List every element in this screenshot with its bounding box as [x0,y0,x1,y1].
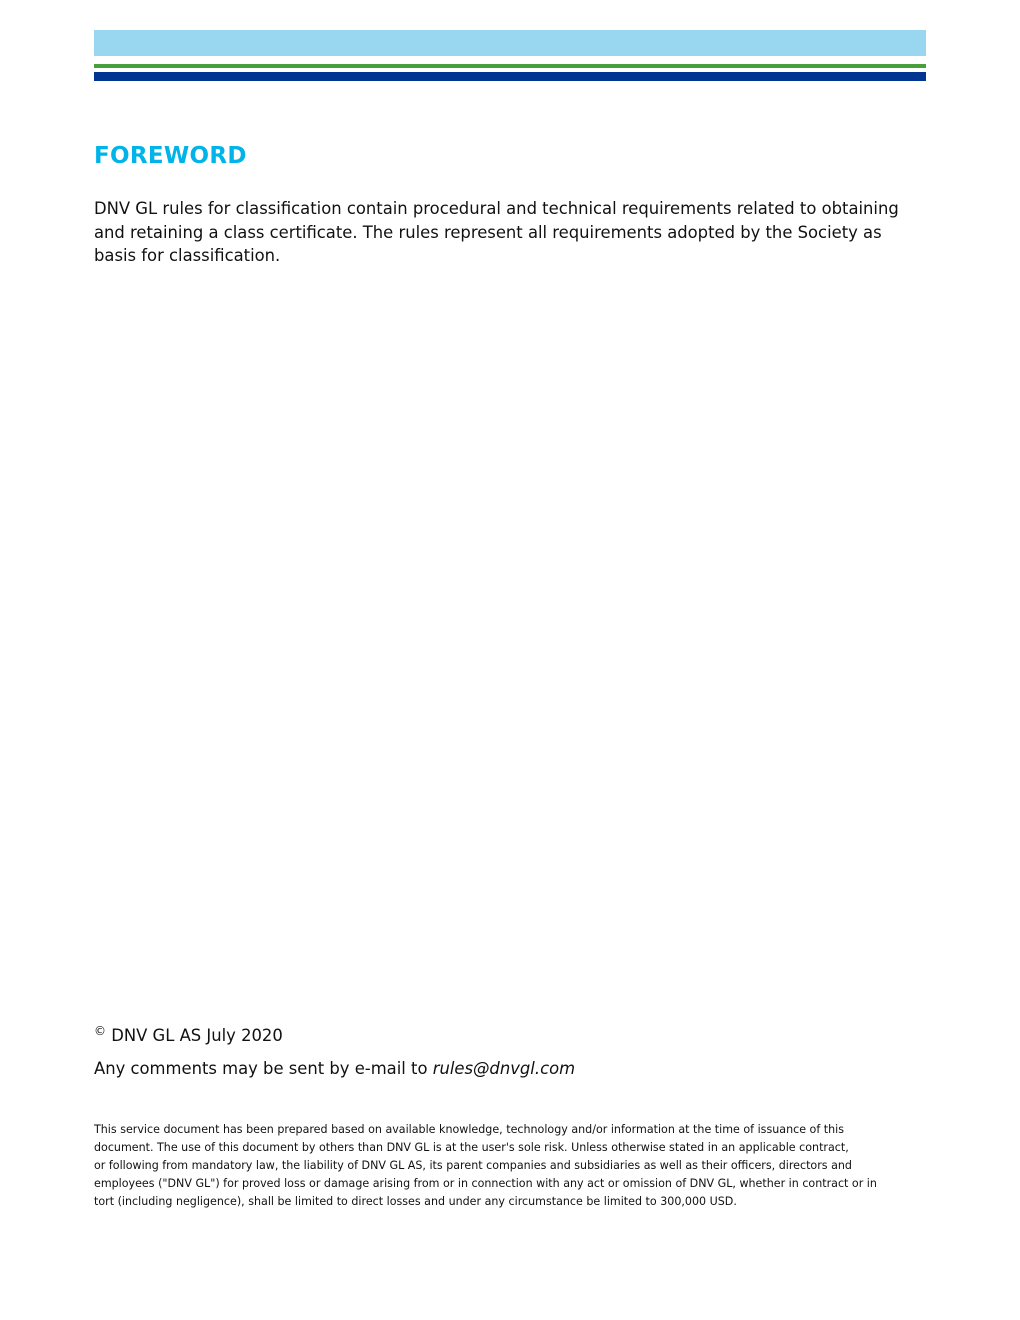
disclaimer-line: or following from mandatory law, the liability of DNV GL AS, its parent companies and subsidiaries as well as their officers, directors and [94,1159,852,1172]
disclaimer-line: employees ("DNV GL") for proved loss or damage arising from or in connection with any act or omission of DNV GL, whether in contract or in [94,1177,877,1190]
email-link[interactable]: rules@dnvgl.com [432,1059,576,1078]
paragraph-line: basis for classification. [94,246,281,266]
copyright-symbol: © [94,1024,106,1038]
disclaimer-line: This service document has been prepared based on available knowledge, technology and/or information at the time of issuance of this [94,1123,845,1136]
disclaimer-line: tort (including negligence), shall be limited to direct losses and under any circumstance be limited to 300,000 USD. [94,1195,737,1208]
comments-line [94,1059,575,1078]
comments-text: Any comments may be sent by e-mail to [94,1059,433,1078]
copyright-text: DNV GL AS July 2020 [111,1026,283,1045]
disclaimer-line: document. The use of this document by others than DNV GL is at the user's sole risk. Unless otherwise stated in an applicable contract, [94,1141,849,1154]
header-light-blue-bar [94,30,926,56]
paragraph-line: DNV GL rules for classification contain procedural and technical requirements related to obtaining [94,199,899,218]
page-title: FOREWORD [94,143,247,169]
copyright-notice [94,1024,283,1045]
paragraph-line: and retaining a class certificate. The rules represent all requirements adopted by the Society as [94,222,882,242]
header-green-stripe [94,64,926,68]
header-dark-blue-stripe [94,72,926,81]
disclaimer [94,1121,877,1211]
foreword-paragraph [94,197,934,268]
